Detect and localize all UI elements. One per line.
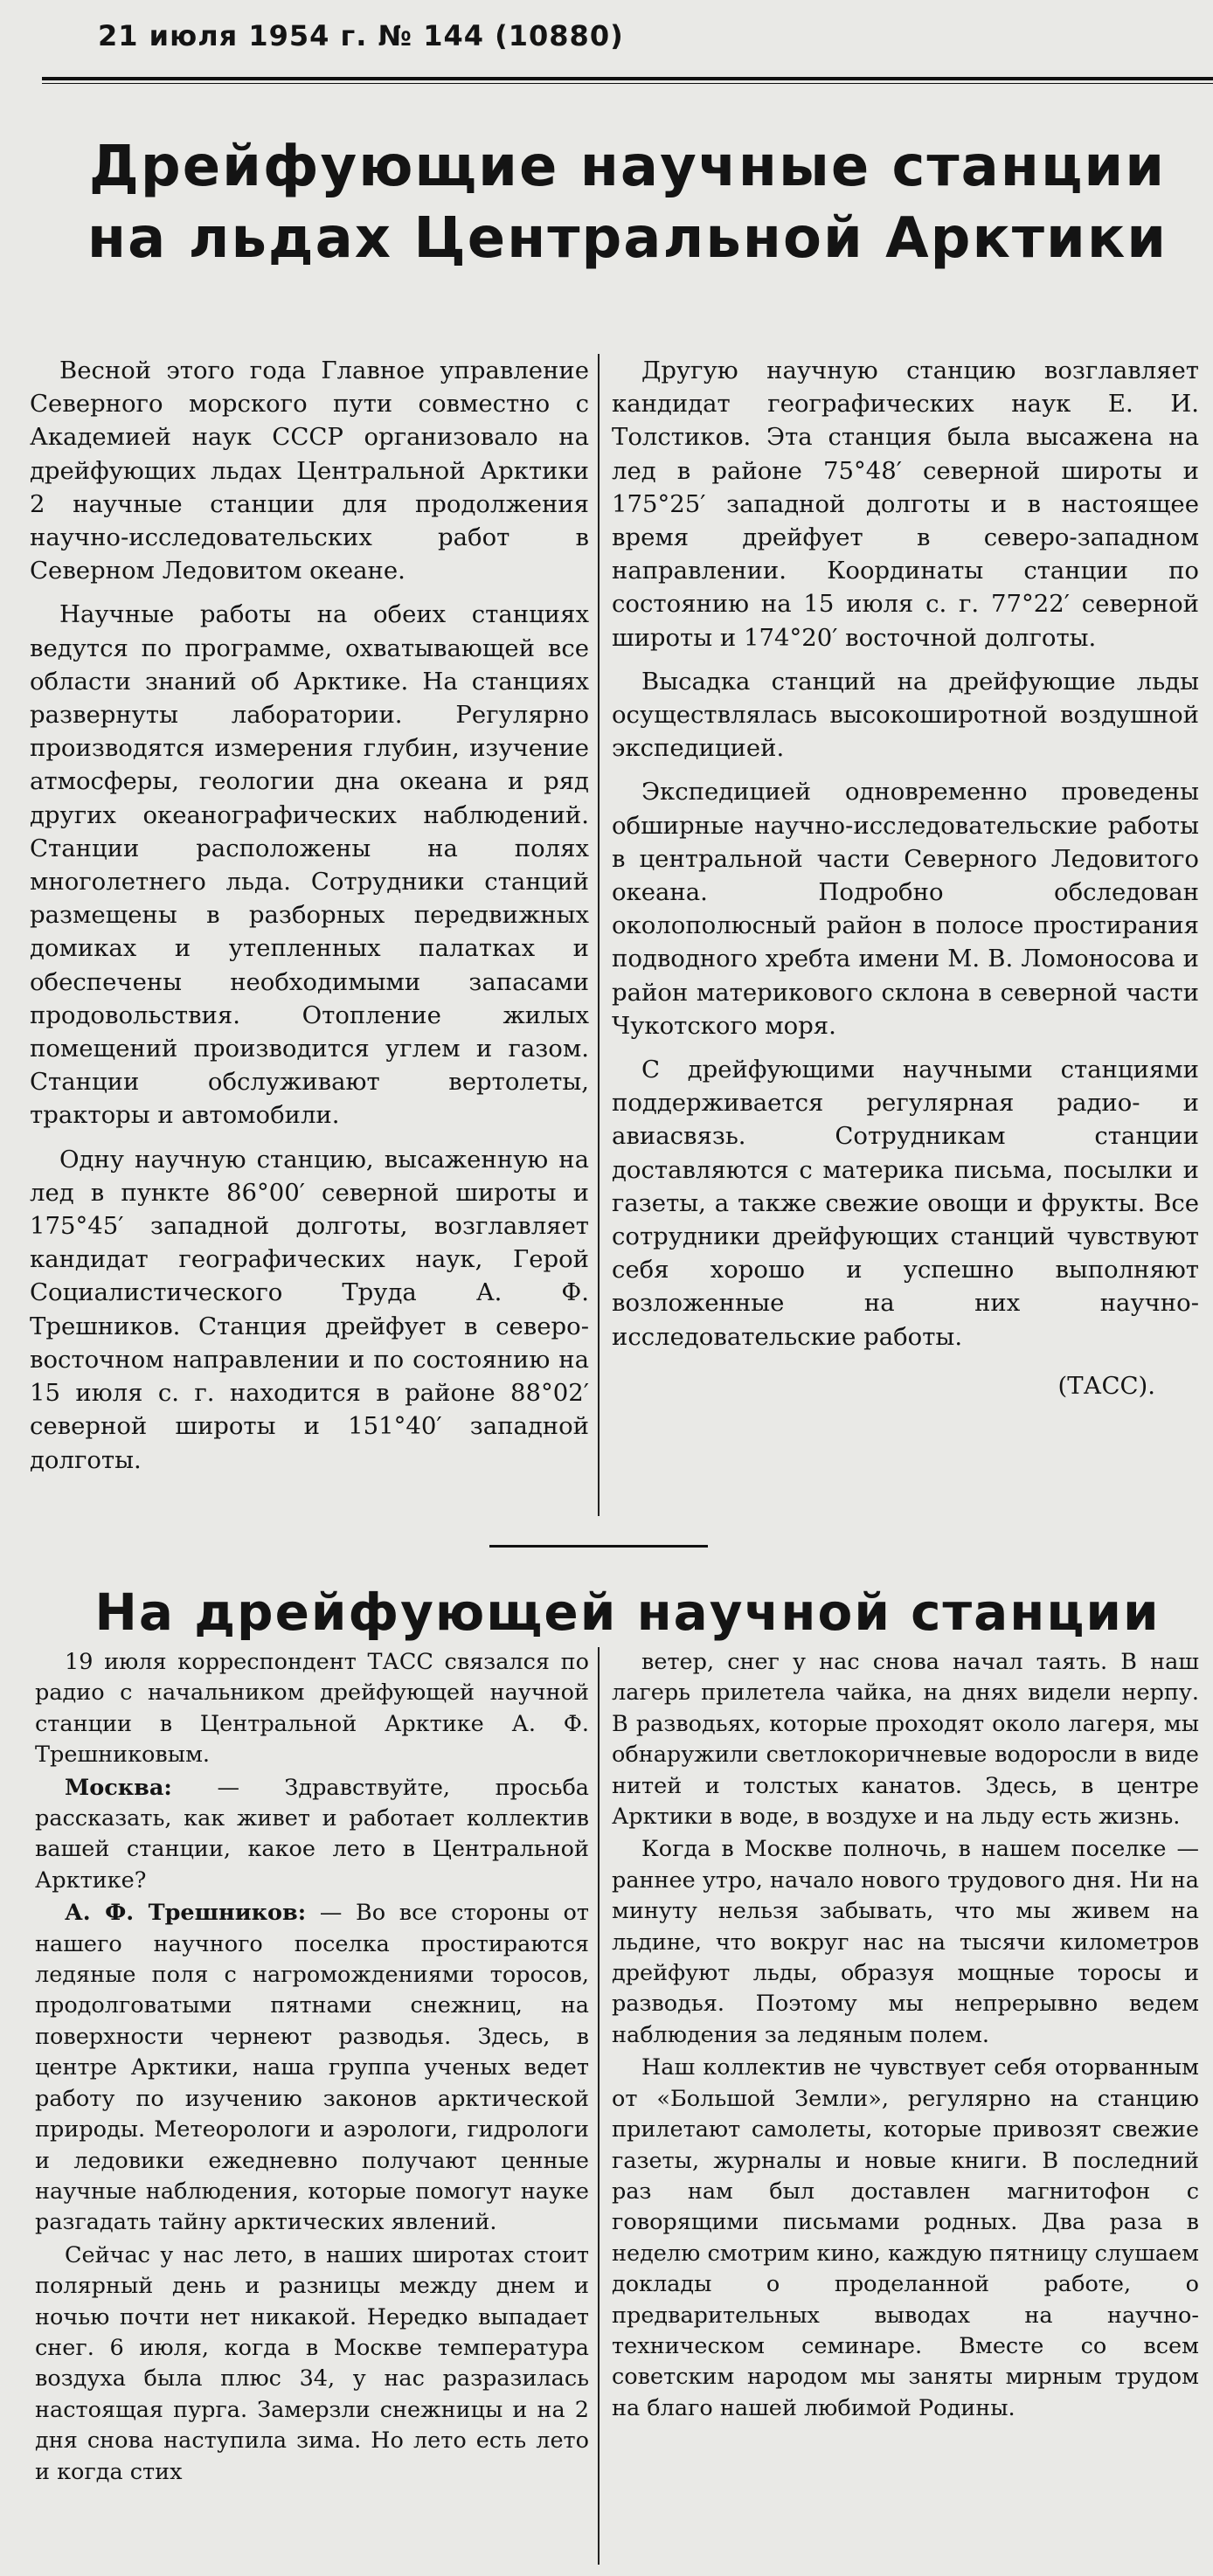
column-divider-1 <box>598 354 600 1516</box>
article1-col2-para-4: С дрейфующими научными станциями поддерживается регулярная радио- и авиасвязь. Сотрудникам станции доставляются с материка письма, посылки и газеты, а также свежие овощи и фрукты. Все сотрудники дрейфующих станций чувствуют себя хорошо и успешно выполняют возложенные на них научно-исследовательские работы. <box>612 1056 1199 1351</box>
article1-title: Дрейфующие научные станции на льдах Центральной Арктики <box>87 135 1168 271</box>
paragraph-text: — Здравствуйте, просьба рассказать, как живет и работает коллектив вашей станции, какое лето в Центральной Арктике? <box>35 1774 590 1894</box>
paragraph-text: 19 июля корреспондент ТАСС связался по радио с начальником дрейфующей научной станции в Центральной Арктике А. Ф. Трешниковым. <box>35 1649 589 1769</box>
article1-col1-para-2: Научные работы на обеих станциях ведутся по программе, охватывающей все области знаний об Арктике. На станциях развернуты лаборатории. Регулярно производятся измерения глубин, изучение атмосферы, геологии дна океана и ряд других океанографических наблюдений. Станции расположены на полях многолетнего льда. Сотрудники станций размещены в разборных передвижных домиках и утепленных палатках и обеспечены необходимыми запасами продовольствия. Отопление жилых помещений производится углем и газом. Станции обслуживают вертолеты, тракторы и автомобили. <box>30 600 589 1130</box>
article2-col2-para-1: ветер, снег у нас снова начал таять. В наш лагерь прилетела чайка, на днях видели нерпу. В разводьях, которые проходят около лагеря, мы обнаружили светлокоричневые водоросли в виде нитей и толстых канатов. Здесь, в центре Арктики в воде, в воздухе и на льду есть жизнь. <box>612 1649 1199 1831</box>
top-rule <box>42 77 1213 84</box>
article2-col1-para-3 <box>35 1898 589 2238</box>
article1-col1-para-1: Весной этого года Главное управление Северного морского пути совместно с Академией наук СССР организовало на дрейфующих льдах Центральной Арктики 2 научные станции для продолжения научно-исследовательских работ в Северном Ледовитом океане. <box>30 357 589 585</box>
article2-col1-para-4 <box>35 2240 589 2488</box>
article2-col1-para-2 <box>35 1773 589 1897</box>
article1-col2-para-3: Экспедицией одновременно проведены обширные научно-исследовательские работы в центральной части Северного Ледовитого океана. Подробно обследован околополюсный район в полосе простирания подводного хребта имени М. В. Ломоносова и район материкового склона в северной части Чукотского моря. <box>612 778 1199 1040</box>
article1-column-2 <box>612 354 1199 1413</box>
article2-col2-para-3: Наш коллектив не чувствует себя оторванным от «Большой Земли», регулярно на станцию прилетают самолеты, которые привозят свежие газеты, журналы и новые книги. В последний раз нам был доставлен магнитофон с говорящими письмами родных. Два раза в неделю смотрим кино, каждую пятницу слушаем доклады о проделанной работе, о предварительных выводах на научно-техническом семинаре. Вместе со всем советским народом мы заняты мирным трудом на благо нашей любимой Родины. <box>612 2054 1199 2421</box>
column-divider-2 <box>598 1647 600 2565</box>
article1-signature: (ТАСС). <box>1057 1371 1155 1400</box>
article1-column-1 <box>30 354 589 1487</box>
article1-col2-para-2: Высадка станций на дрейфующие льды осуществлялась высокоширотной воздушной экспедицией. <box>612 667 1199 763</box>
article-divider <box>489 1545 708 1548</box>
speaker-label: Москва: <box>65 1774 172 1801</box>
article2-col1-para-1 <box>35 1647 589 1771</box>
article2-title: На дрейфующей научной станции <box>94 1582 1161 1642</box>
paragraph-text: — Во все стороны от нашего научного поселка простираются ледяные поля с нагромождениями торосов, продолговатыми пятнами снежниц, на поверхности чернеют разводья. Здесь, в центре Арктики, наша группа ученых ведет работу по изучению законов арктической природы. Метеорологи и аэрологи, гидрологи и ледовики ежедневно получают ценные научные наблюдения, которые помогут науке разгадать тайну арктических явлений. <box>35 1900 589 2236</box>
article2-column-2 <box>612 1647 1199 2426</box>
dateline: 21 июля 1954 г. № 144 (10880) <box>98 19 624 52</box>
article1-col2-para-1: Другую научную станцию возглавляет кандидат географических наук Е. И. Толстиков. Эта станция была высажена на лед в районе 75°48′ северной широты и 175°25′ западной долготы и в настоящее время дрейфует в северо-западном направлении. Координаты станции по состоянию на 15 июля с. г. 77°22′ северной широты и 174°20′ восточной долготы. <box>612 357 1199 652</box>
article1-col1-para-3: Одну научную станцию, высаженную на лед в пункте 86°00′ северной широты и 175°45′ западной долготы, возглавляет кандидат географических наук, Герой Социалистического Труда А. Ф. Трешников. Станция дрейфует в северо-восточном направлении и по состоянию на 15 июля с. г. находится в районе 88°02′ северной широты и 151°40′ западной долготы. <box>30 1145 589 1474</box>
speaker-label: А. Ф. Трешников: <box>65 1900 307 1927</box>
paragraph-text: Сейчас у нас лето, в наших широтах стоит полярный день и разницы между днем и ночью почти нет никакой. Нередко выпадает снег. 6 июля, когда в Москве температура воздуха была плюс 34, у нас разразилась настоящая пурга. Замерзли снежницы и на 2 дня снова наступила зима. Но лето есть лето и когда стих <box>35 2241 589 2485</box>
article2-col2-para-2: Когда в Москве полночь, в нашем поселке — раннее утро, начало нового трудового дня. Ни на минуту нельзя забывать, что мы живем на льдине, что вокруг нас на тысячи километров дрейфуют льды, образуя мощные торосы и разводья. Поэтому мы непрерывно ведем наблюдения за ледяным полем. <box>612 1836 1199 2048</box>
article2-column-1 <box>35 1647 589 2489</box>
